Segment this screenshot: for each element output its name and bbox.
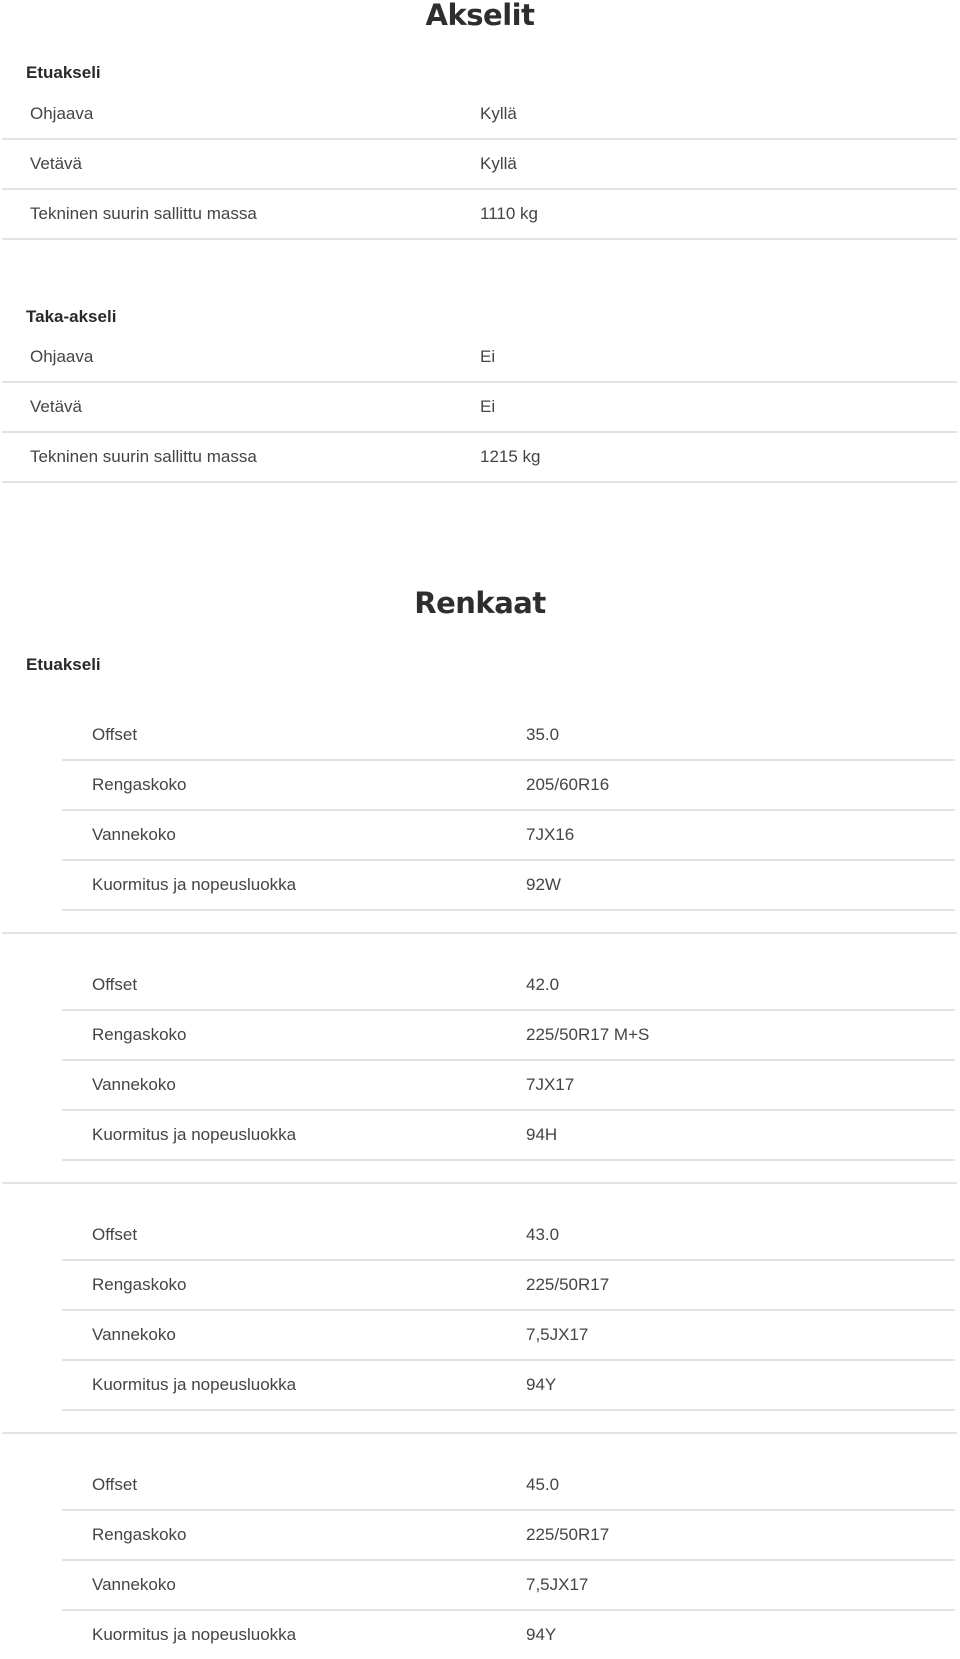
row-label: Rengaskoko	[92, 1025, 187, 1044]
table-row	[2, 190, 957, 240]
table-row	[2, 90, 957, 140]
table-row	[62, 861, 955, 911]
table-row	[62, 1611, 955, 1659]
row-value: 1215 kg	[480, 447, 541, 466]
row-value: 205/60R16	[526, 775, 610, 794]
tire-group-4	[62, 1461, 955, 1659]
table-row	[2, 140, 957, 190]
row-value: 92W	[526, 875, 561, 894]
group-divider	[2, 1182, 957, 1184]
tire-group-3	[62, 1211, 955, 1411]
tire-group-1	[62, 711, 955, 911]
row-label: Tekninen suurin sallittu massa	[30, 204, 257, 223]
group-divider	[2, 932, 957, 934]
row-value: 7,5JX17	[526, 1325, 589, 1344]
row-label: Offset	[92, 975, 138, 994]
etuakseli-table	[2, 90, 957, 240]
row-label: Kuormitus ja nopeusluokka	[92, 1375, 297, 1394]
taka-akseli-table	[2, 333, 957, 483]
row-label: Offset	[92, 1225, 138, 1244]
renkaat-heading: Etuakseli	[26, 655, 101, 674]
table-row	[62, 1061, 955, 1111]
row-label: Ohjaava	[30, 347, 94, 366]
table-row	[2, 333, 957, 383]
row-value: 225/50R17 M+S	[526, 1025, 650, 1044]
row-label: Offset	[92, 1475, 138, 1494]
row-value: 35.0	[526, 725, 560, 744]
row-label: Offset	[92, 725, 138, 744]
table-row	[62, 1561, 955, 1611]
row-value: 225/50R17	[526, 1525, 610, 1544]
table-row	[62, 1211, 955, 1261]
row-label: Kuormitus ja nopeusluokka	[92, 1125, 297, 1144]
row-value: 94Y	[526, 1375, 557, 1394]
row-value: 45.0	[526, 1475, 560, 1494]
group-divider	[2, 1432, 957, 1434]
table-row	[62, 761, 955, 811]
table-row	[62, 811, 955, 861]
table-row	[62, 1361, 955, 1411]
row-label: Kuormitus ja nopeusluokka	[92, 875, 297, 894]
row-label: Rengaskoko	[92, 1525, 187, 1544]
page-title-renkaat: Renkaat	[414, 586, 546, 620]
table-row	[2, 433, 957, 483]
table-row	[62, 711, 955, 761]
row-value: 94H	[526, 1125, 558, 1144]
row-value: 225/50R17	[526, 1275, 610, 1294]
row-label: Vannekoko	[92, 1575, 176, 1594]
table-row	[62, 1011, 955, 1061]
page-title-akselit: Akselit	[425, 0, 535, 32]
row-value: Kyllä	[480, 104, 517, 123]
row-value: 7,5JX17	[526, 1575, 589, 1594]
row-label: Ohjaava	[30, 104, 94, 123]
row-label: Vannekoko	[92, 825, 176, 844]
row-label: Vetävä	[30, 397, 82, 416]
row-value: 7JX17	[526, 1075, 575, 1094]
row-value: 43.0	[526, 1225, 560, 1244]
row-value: Kyllä	[480, 154, 517, 173]
row-label: Vannekoko	[92, 1075, 176, 1094]
table-row	[62, 1111, 955, 1161]
etuakseli-heading: Etuakseli	[26, 63, 101, 82]
row-label: Rengaskoko	[92, 1275, 187, 1294]
row-value: Ei	[480, 397, 496, 416]
row-value: 1110 kg	[480, 204, 538, 223]
row-value: 94Y	[526, 1625, 557, 1644]
row-value: Ei	[480, 347, 496, 366]
row-label: Kuormitus ja nopeusluokka	[92, 1625, 297, 1644]
row-label: Vetävä	[30, 154, 82, 173]
row-label: Vannekoko	[92, 1325, 176, 1344]
table-row	[62, 1461, 955, 1511]
row-value: 7JX16	[526, 825, 575, 844]
row-label: Tekninen suurin sallittu massa	[30, 447, 257, 466]
taka-akseli-heading: Taka-akseli	[26, 307, 117, 326]
row-label: Rengaskoko	[92, 775, 187, 794]
row-value: 42.0	[526, 975, 560, 994]
tire-group-2	[62, 961, 955, 1161]
table-row	[62, 1261, 955, 1311]
table-row	[62, 1311, 955, 1361]
table-row	[62, 961, 955, 1011]
table-row	[2, 383, 957, 433]
table-row	[62, 1511, 955, 1561]
